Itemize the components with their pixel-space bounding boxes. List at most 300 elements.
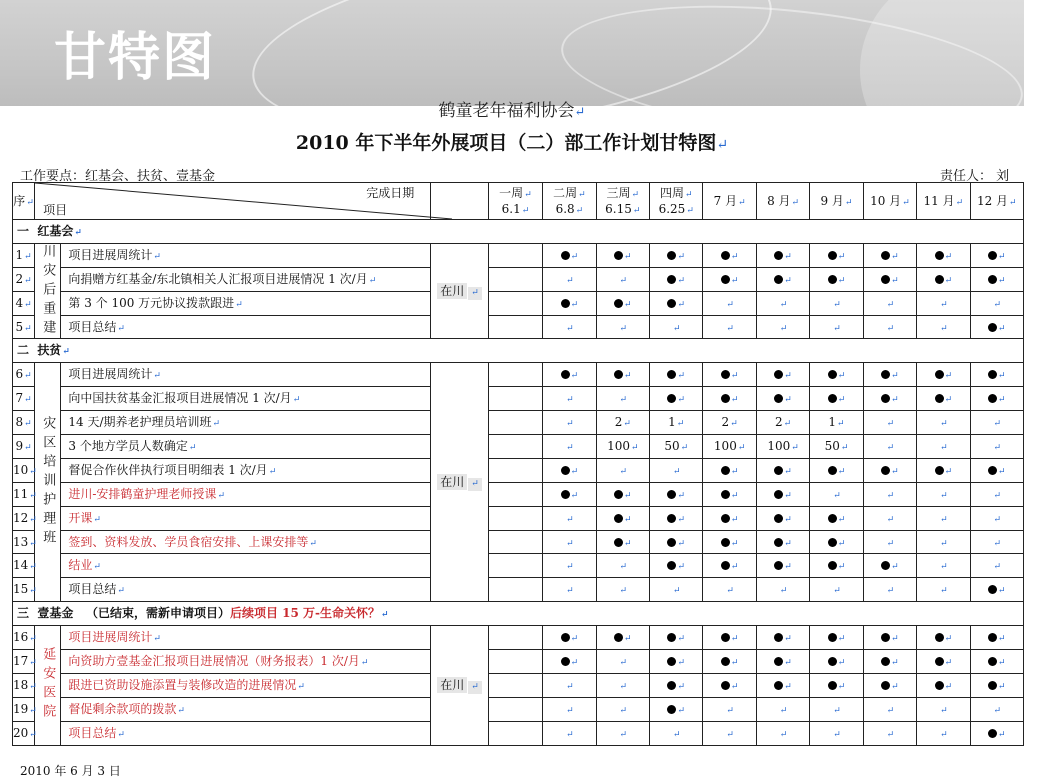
paragraph-mark-icon: ↵	[677, 705, 685, 716]
paragraph-mark-icon: ↵	[566, 562, 574, 573]
task-row	[13, 267, 1024, 291]
schedule-cell	[970, 243, 1023, 267]
task-name	[61, 578, 431, 602]
slide-banner	[0, 0, 1024, 106]
paragraph-mark-icon: ↵	[993, 419, 1002, 430]
paragraph-mark-icon: ↵	[993, 538, 1002, 549]
schedule-cell	[543, 482, 596, 506]
schedule-cell	[810, 387, 863, 411]
schedule-cell	[810, 650, 863, 674]
schedule-cell	[970, 315, 1023, 339]
schedule-cell	[970, 650, 1023, 674]
paragraph-mark-icon: ↵	[677, 395, 685, 406]
period-header	[756, 183, 809, 220]
task-row	[13, 721, 1024, 745]
paragraph-mark-icon: ↵	[730, 419, 738, 430]
paragraph-mark-icon: ↵	[730, 275, 739, 286]
paragraph-mark-icon: ↵	[566, 729, 574, 740]
task-row	[13, 506, 1024, 530]
paragraph-mark-icon: ↵	[578, 189, 586, 200]
schedule-cell	[970, 435, 1023, 459]
paragraph-mark-icon: ↵	[993, 562, 1002, 573]
schedule-cell	[970, 411, 1023, 435]
schedule-cell	[703, 435, 756, 459]
paragraph-mark-icon: ↵	[677, 275, 685, 286]
paragraph-mark-icon: ↵	[833, 323, 841, 334]
scheduled-dot-icon	[667, 514, 676, 523]
paragraph-mark-icon: ↵	[235, 299, 243, 310]
paragraph-mark-icon: ↵	[570, 299, 579, 310]
schedule-cell	[863, 435, 916, 459]
schedule-cell	[543, 315, 596, 339]
paragraph-mark-icon: ↵	[837, 538, 846, 549]
schedule-cell	[756, 243, 809, 267]
period-top: 三周	[606, 185, 631, 200]
paragraph-mark-icon: ↵	[833, 705, 841, 716]
scheduled-dot-icon	[774, 514, 783, 523]
schedule-cell	[863, 411, 916, 435]
paragraph-mark-icon: ↵	[730, 634, 739, 645]
row-seq	[13, 243, 35, 267]
task-name	[61, 530, 431, 554]
paragraph-mark-icon: ↵	[886, 514, 895, 525]
task-text: 进川-安排鹤童护理老师授课	[68, 486, 217, 501]
task-name	[61, 435, 431, 459]
paragraph-mark-icon: ↵	[292, 395, 301, 406]
work-focus: 工作要点：红基会、扶贫、壹基金	[20, 169, 216, 184]
location-cell	[431, 243, 488, 339]
location-cell	[431, 363, 488, 602]
schedule-cell	[756, 554, 809, 578]
schedule-cell	[917, 626, 970, 650]
paragraph-mark-icon: ↵	[29, 538, 37, 549]
responsible-person: 责任人： 刘	[940, 169, 1010, 184]
paragraph-mark-icon: ↵	[468, 478, 482, 491]
row-seq	[13, 315, 35, 339]
schedule-cell	[810, 554, 863, 578]
schedule-cell	[917, 363, 970, 387]
schedule-cell	[543, 435, 596, 459]
row-seq	[13, 530, 35, 554]
paragraph-mark-icon: ↵	[891, 681, 899, 692]
task-name	[61, 626, 431, 650]
paragraph-mark-icon: ↵	[784, 466, 792, 477]
paragraph-mark-icon: ↵	[268, 466, 277, 477]
paragraph-mark-icon: ↵	[891, 275, 899, 286]
schedule-cell	[488, 482, 542, 506]
paragraph-mark-icon: ↵	[891, 657, 899, 668]
period-top: 四周	[659, 185, 684, 200]
schedule-cell	[756, 435, 809, 459]
task-name	[61, 411, 431, 435]
paragraph-mark-icon: ↵	[944, 395, 953, 406]
paragraph-mark-icon: ↵	[837, 657, 846, 668]
scheduled-dot-icon	[828, 681, 837, 690]
schedule-cell	[543, 363, 596, 387]
scheduled-dot-icon	[881, 561, 890, 570]
schedule-cell	[543, 411, 596, 435]
scheduled-dot-icon	[828, 394, 837, 403]
period-date: 6.25	[658, 202, 686, 216]
paragraph-mark-icon: ↵	[940, 419, 948, 430]
document-page	[0, 101, 1024, 778]
paragraph-mark-icon: ↵	[93, 562, 101, 573]
paragraph-mark-icon: ↵	[791, 197, 800, 208]
paragraph-mark-icon: ↵	[837, 251, 846, 262]
schedule-cell	[488, 291, 542, 315]
schedule-cell	[488, 435, 542, 459]
period-header	[543, 183, 596, 220]
schedule-cell	[863, 243, 916, 267]
paragraph-mark-icon: ↵	[944, 371, 953, 382]
schedule-cell	[756, 267, 809, 291]
seq-number: 1	[15, 247, 24, 262]
scheduled-dot-icon	[828, 538, 837, 547]
row-seq	[13, 673, 35, 697]
period-header	[970, 183, 1023, 220]
scheduled-dot-icon	[774, 538, 783, 547]
paragraph-mark-icon: ↵	[730, 562, 739, 573]
schedule-cell	[917, 721, 970, 745]
schedule-cell	[596, 435, 649, 459]
scheduled-dot-icon	[774, 466, 783, 475]
schedule-cell	[650, 315, 703, 339]
paragraph-mark-icon: ↵	[784, 251, 792, 262]
paragraph-mark-icon: ↵	[730, 681, 739, 692]
task-text: 第 3 个 100 万元协议拨款跟进	[68, 295, 235, 310]
section-title	[13, 220, 1024, 244]
task-name	[61, 291, 431, 315]
schedule-cell	[488, 243, 542, 267]
scheduled-dot-icon	[721, 514, 730, 523]
paragraph-mark-icon: ↵	[153, 634, 161, 645]
schedule-cell	[488, 578, 542, 602]
paragraph-mark-icon: ↵	[791, 442, 799, 453]
scheduled-dot-icon	[667, 657, 676, 666]
paragraph-mark-icon: ↵	[177, 705, 185, 716]
schedule-cell	[970, 626, 1023, 650]
paragraph-mark-icon: ↵	[677, 490, 685, 501]
schedule-cell	[703, 315, 756, 339]
task-row	[13, 291, 1024, 315]
section-note-red: 后续项目 15 万-生命关怀？	[229, 606, 380, 621]
header-row	[13, 183, 1024, 220]
schedule-count: 2	[774, 415, 783, 430]
task-name	[61, 363, 431, 387]
scheduled-dot-icon	[988, 251, 997, 260]
paragraph-mark-icon: ↵	[940, 562, 948, 573]
paragraph-mark-icon: ↵	[837, 275, 846, 286]
schedule-cell	[810, 673, 863, 697]
schedule-cell	[488, 315, 542, 339]
schedule-cell	[810, 530, 863, 554]
schedule-cell	[650, 435, 703, 459]
seq-number: 20	[13, 725, 29, 740]
paragraph-mark-icon: ↵	[29, 729, 37, 740]
paragraph-mark-icon: ↵	[955, 197, 964, 208]
seq-number: 12	[13, 510, 29, 525]
scheduled-dot-icon	[935, 275, 944, 284]
task-name	[61, 673, 431, 697]
schedule-cell	[863, 673, 916, 697]
scheduled-dot-icon	[828, 251, 837, 260]
task-row	[13, 315, 1024, 339]
paragraph-mark-icon: ↵	[940, 586, 948, 597]
paragraph-mark-icon: ↵	[886, 299, 895, 310]
schedule-count: 1	[828, 415, 837, 430]
paragraph-mark-icon: ↵	[998, 729, 1006, 740]
task-name	[61, 458, 431, 482]
section-name: 壹基金	[37, 606, 74, 621]
schedule-cell	[488, 530, 542, 554]
paragraph-mark-icon: ↵	[381, 610, 389, 621]
paragraph-mark-icon: ↵	[784, 275, 792, 286]
paragraph-mark-icon: ↵	[891, 562, 899, 573]
schedule-cell	[970, 554, 1023, 578]
location-text: 在川	[437, 474, 467, 490]
paragraph-mark-icon: ↵	[29, 705, 37, 716]
paragraph-mark-icon: ↵	[998, 395, 1006, 406]
schedule-cell	[703, 267, 756, 291]
paragraph-mark-icon: ↵	[784, 657, 792, 668]
schedule-cell	[810, 315, 863, 339]
paragraph-mark-icon: ↵	[784, 562, 792, 573]
scheduled-dot-icon	[935, 394, 944, 403]
paragraph-mark-icon: ↵	[886, 729, 895, 740]
schedule-cell	[596, 267, 649, 291]
schedule-cell	[703, 626, 756, 650]
paragraph-mark-icon: ↵	[837, 371, 846, 382]
scheduled-dot-icon	[721, 251, 730, 260]
paragraph-mark-icon: ↵	[117, 729, 125, 740]
schedule-cell	[917, 315, 970, 339]
task-row	[13, 411, 1024, 435]
scheduled-dot-icon	[614, 538, 623, 547]
schedule-cell	[650, 387, 703, 411]
schedule-cell	[970, 506, 1023, 530]
schedule-cell	[596, 578, 649, 602]
schedule-cell	[703, 650, 756, 674]
paragraph-mark-icon: ↵	[217, 490, 225, 501]
gantt-table	[12, 182, 1024, 746]
paragraph-mark-icon: ↵	[566, 323, 574, 334]
header-diagonal-cell	[35, 183, 431, 220]
schedule-count: 50	[824, 438, 840, 453]
scheduled-dot-icon	[667, 705, 676, 714]
paragraph-mark-icon: ↵	[837, 466, 846, 477]
schedule-cell	[488, 673, 542, 697]
period-top: 12 月	[976, 193, 1009, 208]
paragraph-mark-icon: ↵	[24, 395, 32, 406]
paragraph-mark-icon: ↵	[360, 657, 369, 668]
scheduled-dot-icon	[667, 394, 676, 403]
slide-title: 甘特图	[54, 28, 217, 88]
paragraph-mark-icon: ↵	[566, 419, 574, 430]
schedule-cell	[810, 506, 863, 530]
paragraph-mark-icon: ↵	[309, 538, 317, 549]
task-text: 项目进展周统计	[68, 630, 153, 645]
paragraph-mark-icon: ↵	[212, 419, 221, 430]
task-name	[61, 554, 431, 578]
schedule-cell	[703, 243, 756, 267]
paragraph-mark-icon: ↵	[570, 634, 579, 645]
row-seq	[13, 554, 35, 578]
paragraph-mark-icon: ↵	[29, 490, 37, 501]
schedule-cell	[970, 267, 1023, 291]
schedule-cell	[970, 458, 1023, 482]
paragraph-mark-icon: ↵	[624, 538, 632, 549]
schedule-cell	[488, 721, 542, 745]
paragraph-mark-icon: ↵	[29, 586, 37, 597]
paragraph-mark-icon: ↵	[886, 442, 895, 453]
schedule-cell	[863, 458, 916, 482]
schedule-cell	[863, 530, 916, 554]
scheduled-dot-icon	[828, 466, 837, 475]
schedule-cell	[650, 626, 703, 650]
schedule-cell	[863, 387, 916, 411]
paragraph-mark-icon: ↵	[677, 299, 685, 310]
paragraph-mark-icon: ↵	[566, 586, 574, 597]
schedule-cell	[596, 387, 649, 411]
schedule-cell	[650, 554, 703, 578]
schedule-cell	[703, 506, 756, 530]
paragraph-mark-icon: ↵	[624, 251, 632, 262]
scheduled-dot-icon	[667, 251, 676, 260]
paragraph-mark-icon: ↵	[29, 466, 37, 477]
completion-date-text: 完成日期	[366, 186, 415, 200]
scheduled-dot-icon	[721, 490, 730, 499]
paragraph-mark-icon: ↵	[998, 634, 1006, 645]
task-name	[61, 482, 431, 506]
section-title	[13, 602, 1024, 626]
paragraph-mark-icon: ↵	[677, 681, 685, 692]
paragraph-mark-icon: ↵	[891, 371, 899, 382]
schedule-cell	[917, 697, 970, 721]
scheduled-dot-icon	[774, 633, 783, 642]
schedule-cell	[917, 243, 970, 267]
task-text: 向资助方壹基金汇报项目进展情况（财务报表）1 次/月	[68, 653, 360, 668]
paragraph-mark-icon: ↵	[624, 490, 632, 501]
paragraph-mark-icon: ↵	[619, 275, 628, 286]
schedule-cell	[810, 267, 863, 291]
paragraph-mark-icon: ↵	[672, 323, 681, 334]
schedule-cell	[970, 291, 1023, 315]
paragraph-mark-icon: ↵	[566, 275, 574, 286]
schedule-cell	[543, 530, 596, 554]
schedule-cell	[650, 411, 703, 435]
document-title: 2010 年下半年外展项目（二）部工作计划甘特图↵	[295, 132, 729, 154]
paragraph-mark-icon: ↵	[998, 371, 1006, 382]
paragraph-mark-icon: ↵	[902, 197, 910, 208]
schedule-count: 2	[721, 415, 730, 430]
period-date: 6.1	[501, 202, 521, 216]
scheduled-dot-icon	[561, 633, 570, 642]
scheduled-dot-icon	[988, 585, 997, 594]
schedule-cell	[917, 650, 970, 674]
scheduled-dot-icon	[667, 490, 676, 499]
row-seq	[13, 267, 35, 291]
schedule-cell	[970, 530, 1023, 554]
paragraph-mark-icon: ↵	[837, 514, 846, 525]
schedule-cell	[703, 482, 756, 506]
paragraph-mark-icon: ↵	[784, 490, 792, 501]
paragraph-mark-icon: ↵	[944, 681, 953, 692]
paragraph-mark-icon: ↵	[844, 197, 853, 208]
scheduled-dot-icon	[561, 299, 570, 308]
paragraph-mark-icon: ↵	[998, 657, 1006, 668]
scheduled-dot-icon	[614, 299, 623, 308]
schedule-cell	[917, 554, 970, 578]
paragraph-mark-icon: ↵	[570, 657, 579, 668]
scheduled-dot-icon	[828, 633, 837, 642]
paragraph-mark-icon: ↵	[623, 419, 631, 430]
paragraph-mark-icon: ↵	[944, 251, 953, 262]
task-text: 项目进展周统计	[68, 247, 153, 262]
paragraph-mark-icon: ↵	[998, 466, 1006, 477]
paragraph-mark-icon: ↵	[24, 299, 32, 310]
header-seq-label: 序	[13, 193, 26, 208]
paragraph-mark-icon: ↵	[840, 442, 849, 453]
schedule-cell	[917, 411, 970, 435]
schedule-cell	[596, 626, 649, 650]
schedule-cell	[650, 578, 703, 602]
schedule-cell	[703, 697, 756, 721]
schedule-cell	[756, 578, 809, 602]
paragraph-mark-icon: ↵	[468, 287, 482, 300]
paragraph-mark-icon: ↵	[993, 442, 1002, 453]
paragraph-mark-icon: ↵	[833, 729, 841, 740]
schedule-cell	[596, 243, 649, 267]
paragraph-mark-icon: ↵	[677, 371, 685, 382]
paragraph-mark-icon: ↵	[24, 275, 32, 286]
paragraph-mark-icon: ↵	[570, 490, 579, 501]
paragraph-mark-icon: ↵	[940, 705, 948, 716]
seq-number: 19	[13, 701, 29, 716]
location-text: 在川	[437, 677, 467, 693]
seq-number: 10	[13, 462, 29, 477]
paragraph-mark-icon: ↵	[737, 442, 746, 453]
row-seq	[13, 506, 35, 530]
paragraph-mark-icon: ↵	[26, 197, 34, 208]
schedule-cell	[596, 363, 649, 387]
period-header	[917, 183, 970, 220]
paragraph-mark-icon: ↵	[738, 197, 746, 208]
paragraph-mark-icon: ↵	[730, 251, 739, 262]
schedule-cell	[488, 506, 542, 530]
paragraph-mark-icon: ↵	[619, 657, 628, 668]
schedule-cell	[863, 267, 916, 291]
scheduled-dot-icon	[721, 466, 730, 475]
task-name	[61, 243, 431, 267]
schedule-cell	[810, 435, 863, 459]
paragraph-mark-icon: ↵	[630, 442, 639, 453]
task-text: 项目进展周统计	[68, 367, 153, 382]
schedule-cell	[756, 387, 809, 411]
paragraph-mark-icon: ↵	[570, 251, 579, 262]
seq-number: 5	[15, 319, 24, 334]
scheduled-dot-icon	[988, 466, 997, 475]
section-row	[13, 602, 1024, 626]
scheduled-dot-icon	[721, 394, 730, 403]
paragraph-mark-icon: ↵	[886, 586, 895, 597]
paragraph-mark-icon: ↵	[944, 657, 953, 668]
schedule-cell	[917, 387, 970, 411]
schedule-cell	[650, 267, 703, 291]
schedule-cell	[917, 673, 970, 697]
schedule-cell	[810, 243, 863, 267]
scheduled-dot-icon	[721, 275, 730, 284]
section-name: 红基会	[37, 223, 74, 238]
